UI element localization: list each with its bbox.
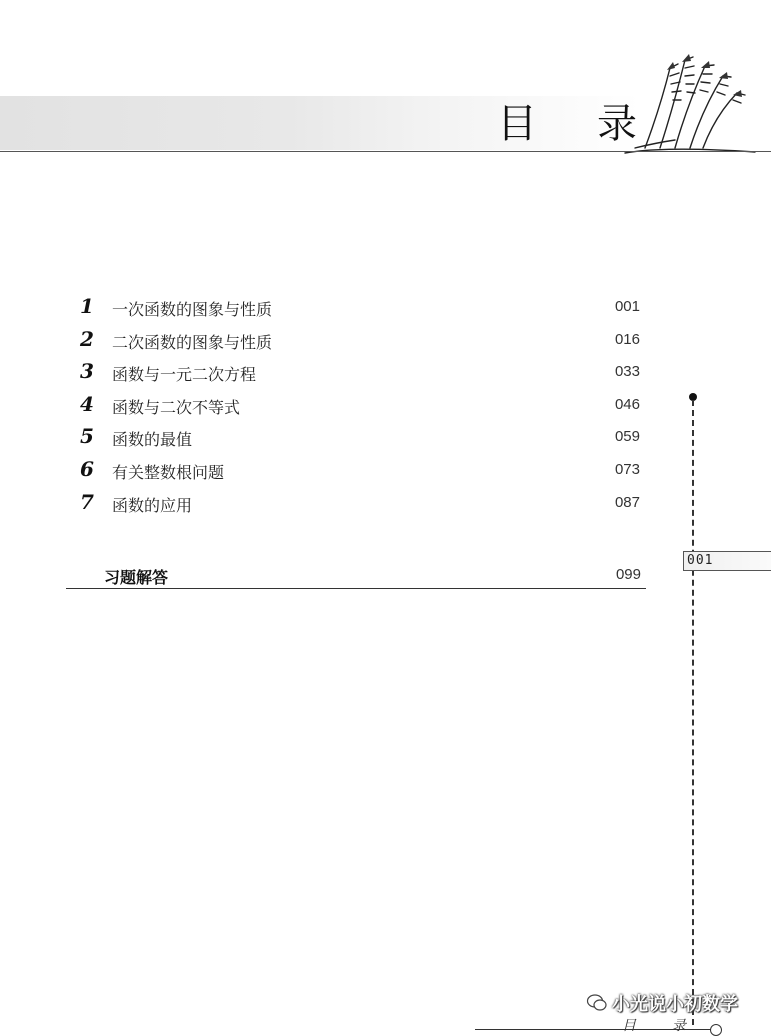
reed-grass-illustration [615, 48, 760, 158]
chapter-title: 一次函数的图象与性质 [112, 300, 273, 319]
chapter-page: 001 [614, 298, 640, 315]
chapter-number: 2 [80, 326, 94, 351]
answers-title: 习题解答 [104, 568, 169, 587]
chapter-title: 函数的最值 [112, 430, 193, 450]
wechat-icon [586, 992, 608, 1014]
title-char-lu: 录 [597, 101, 637, 147]
chapter-title: 二次函数的图象与性质 [112, 332, 273, 352]
chapter-title: 函数与二次不等式 [112, 397, 241, 417]
footer-char-lu: 录 [672, 1018, 686, 1034]
chapter-page: 046 [614, 395, 640, 413]
page-number-tab [683, 551, 771, 571]
toc-entry[interactable] [70, 292, 650, 325]
footer-circle-icon [710, 1024, 722, 1036]
chapter-number: 1 [80, 294, 94, 318]
table-of-contents [70, 292, 650, 520]
chapter-number: 4 [80, 391, 94, 416]
chapter-number: 5 [80, 424, 94, 449]
toc-entry-answers[interactable] [66, 562, 646, 589]
chapter-number: 3 [80, 359, 94, 384]
toc-entry[interactable] [70, 357, 650, 390]
chapter-number: 6 [80, 456, 94, 481]
chapter-title: 函数的应用 [112, 495, 193, 515]
side-dashed-line [692, 400, 694, 1025]
chapter-page: 033 [614, 363, 640, 381]
title-char-mu: 目 [497, 101, 537, 147]
chapter-page: 087 [614, 493, 640, 511]
header-rule [0, 151, 771, 152]
chapter-page: 016 [614, 330, 640, 348]
answers-page: 099 [615, 566, 641, 583]
chapter-page: 059 [614, 428, 640, 446]
toc-entry[interactable] [70, 422, 650, 455]
chapter-title: 函数与一元二次方程 [112, 365, 257, 385]
toc-entry[interactable] [70, 488, 650, 521]
chapter-page: 073 [614, 460, 640, 478]
header-band [0, 96, 640, 150]
chapter-number: 7 [80, 489, 94, 514]
toc-entry[interactable] [70, 390, 650, 423]
page-number: 001 [687, 553, 714, 568]
watermark-text: 小光说小初数学 [612, 994, 738, 1015]
chapter-title: 有关整数根问题 [112, 462, 225, 482]
footer-char-mu: 目 [622, 1018, 636, 1034]
toc-entry[interactable] [70, 325, 650, 358]
toc-entry[interactable] [70, 455, 650, 488]
